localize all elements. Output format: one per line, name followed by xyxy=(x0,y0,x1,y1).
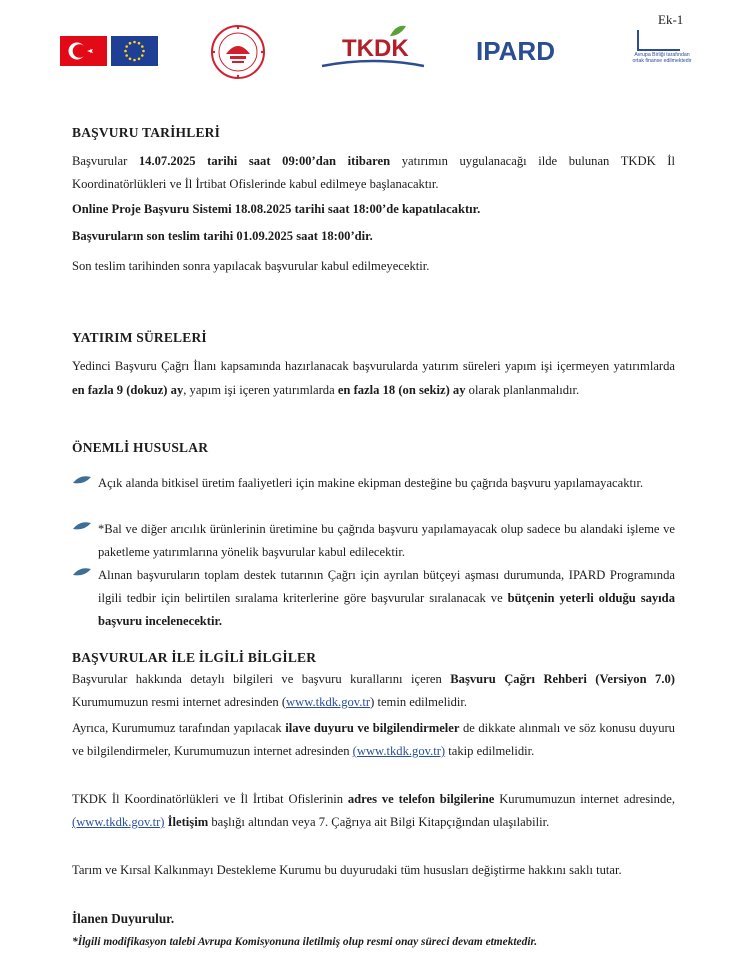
dates-paragraph-4: Son teslim tarihinden sonra yapılacak başvurular kabul edilmeyecektir. xyxy=(72,259,430,273)
tkdk-logo-text: TKDK xyxy=(342,35,409,62)
closing-statement: İlanen Duyurulur. xyxy=(72,911,175,926)
bullet-leaf-icon xyxy=(72,567,92,577)
info-paragraph-4: Tarım ve Kırsal Kalkınmayı Destekleme Kurumu bu duyurudaki tüm hususları değiştirme hakkını saklı tutar. xyxy=(72,863,622,877)
annex-label: Ek-1 xyxy=(658,12,684,27)
turkey-flag-icon xyxy=(60,36,107,66)
dates-paragraph-1: Başvurular 14.07.2025 tarihi saat 09:00’dan itibaren yatırımın uygulanacağı ilde bulunan TKDK İl Koordinatörlükleri ve İl İrtibat Ofislerinde kabul edilmeye başlanacaktır. xyxy=(72,154,675,191)
info-paragraph-3: TKDK İl Koordinatörlükleri ve İl İrtibat Ofislerinin adres ve telefon bilgilerine Kurumumuzun internet adresinde, (www.tkdk.gov.tr) İletişim başlığı altından veya 7. Çağrıya ait Bilgi Kitapçığından ulaşılabilir. xyxy=(72,792,676,829)
tkdk-link[interactable]: www.tkdk.gov.tr xyxy=(286,695,371,709)
important-heading: ÖNEMLİ HUSUSLAR xyxy=(72,440,209,455)
dates-heading: BAŞVURU TARİHLERİ xyxy=(72,125,221,140)
eu-funding-logo xyxy=(618,28,702,72)
tkdk-link[interactable]: (www.tkdk.gov.tr) xyxy=(352,744,446,758)
eu-funding-line2: ortak finanse edilmektedir xyxy=(632,58,692,64)
eu-flag-icon xyxy=(111,36,158,66)
tkdk-link[interactable]: (www.tkdk.gov.tr) xyxy=(72,815,165,829)
bullet-leaf-icon xyxy=(72,521,92,531)
ipard-logo xyxy=(476,34,576,66)
investment-heading: YATIRIM SÜRELERİ xyxy=(72,330,207,345)
important-item-3: Alınan başvuruların toplam destek tutarının Çağrı için ayrılan bütçeyi aşması durumunda, IPARD Programında ilgili tedbir için belirtilen sıralama kriterlerine göre başvurular sıralanacak ve bütçenin yeterli olduğu sayıda başvuru incelenecektir. xyxy=(98,568,675,628)
eu-frame-icon xyxy=(618,28,702,52)
info-heading: BAŞVURULAR İLE İLGİLİ BİLGİLER xyxy=(72,650,317,665)
info-paragraph-1: Başvurular hakkında detaylı bilgileri ve başvuru kurallarını içeren Başvuru Çağrı Rehberi (Versiyon 7.0) Kurumumuzun resmi internet adresinden (www.tkdk.gov.tr) temin edilmelidir. xyxy=(72,672,675,709)
info-paragraph-2: Ayrıca, Kurumumuz tarafından yapılacak ilave duyuru ve bilgilendirmeler de dikkate alınmalı ve söz konusu duyuru ve bilgilendirmeler, Kurumumuzun internet adresinden (www.tkdk.gov.tr) takip edilmelidir. xyxy=(72,721,675,758)
ministry-seal-icon xyxy=(210,24,266,80)
eu-funding-line1: Avrupa Birliği tarafından xyxy=(634,52,690,58)
footnote: *İlgili modifikasyon talebi Avrupa Komisyonuna iletilmiş olup resmi onay süreci devam etmektedir. xyxy=(72,936,538,948)
ipard-logo-text: IPARD xyxy=(476,36,555,66)
tkdk-logo xyxy=(318,22,428,74)
bullet-leaf-icon xyxy=(72,475,92,485)
investment-paragraph: Yedinci Başvuru Çağrı İlanı kapsamında hazırlanacak başvurularda yatırım süreleri yapım işi içermeyen yatırımlarda en fazla 9 (dokuz) ay, yapım işi içeren yatırımlarda en fazla 18 (on sekiz) ay olarak planlanmalıdır. xyxy=(72,359,675,397)
dates-paragraph-3: Başvuruların son teslim tarihi 01.09.2025 saat 18:00’dir. xyxy=(72,229,373,243)
important-item-1: Açık alanda bitkisel üretim faaliyetleri için makine ekipman desteğine bu çağrıda başvuru yapılamayacaktır. xyxy=(98,476,644,490)
dates-paragraph-2: Online Proje Başvuru Sistemi 18.08.2025 tarihi saat 18:00’de kapatılacaktır. xyxy=(72,202,481,216)
important-item-2: *Bal ve diğer arıcılık ürünlerinin üretimine bu çağrıda başvuru yapılamayacak olup sadece bu alandaki işleme ve paketleme yatırımlarına yönelik başvurular kabul edilecektir. xyxy=(98,522,675,559)
flags-logo xyxy=(60,36,158,66)
